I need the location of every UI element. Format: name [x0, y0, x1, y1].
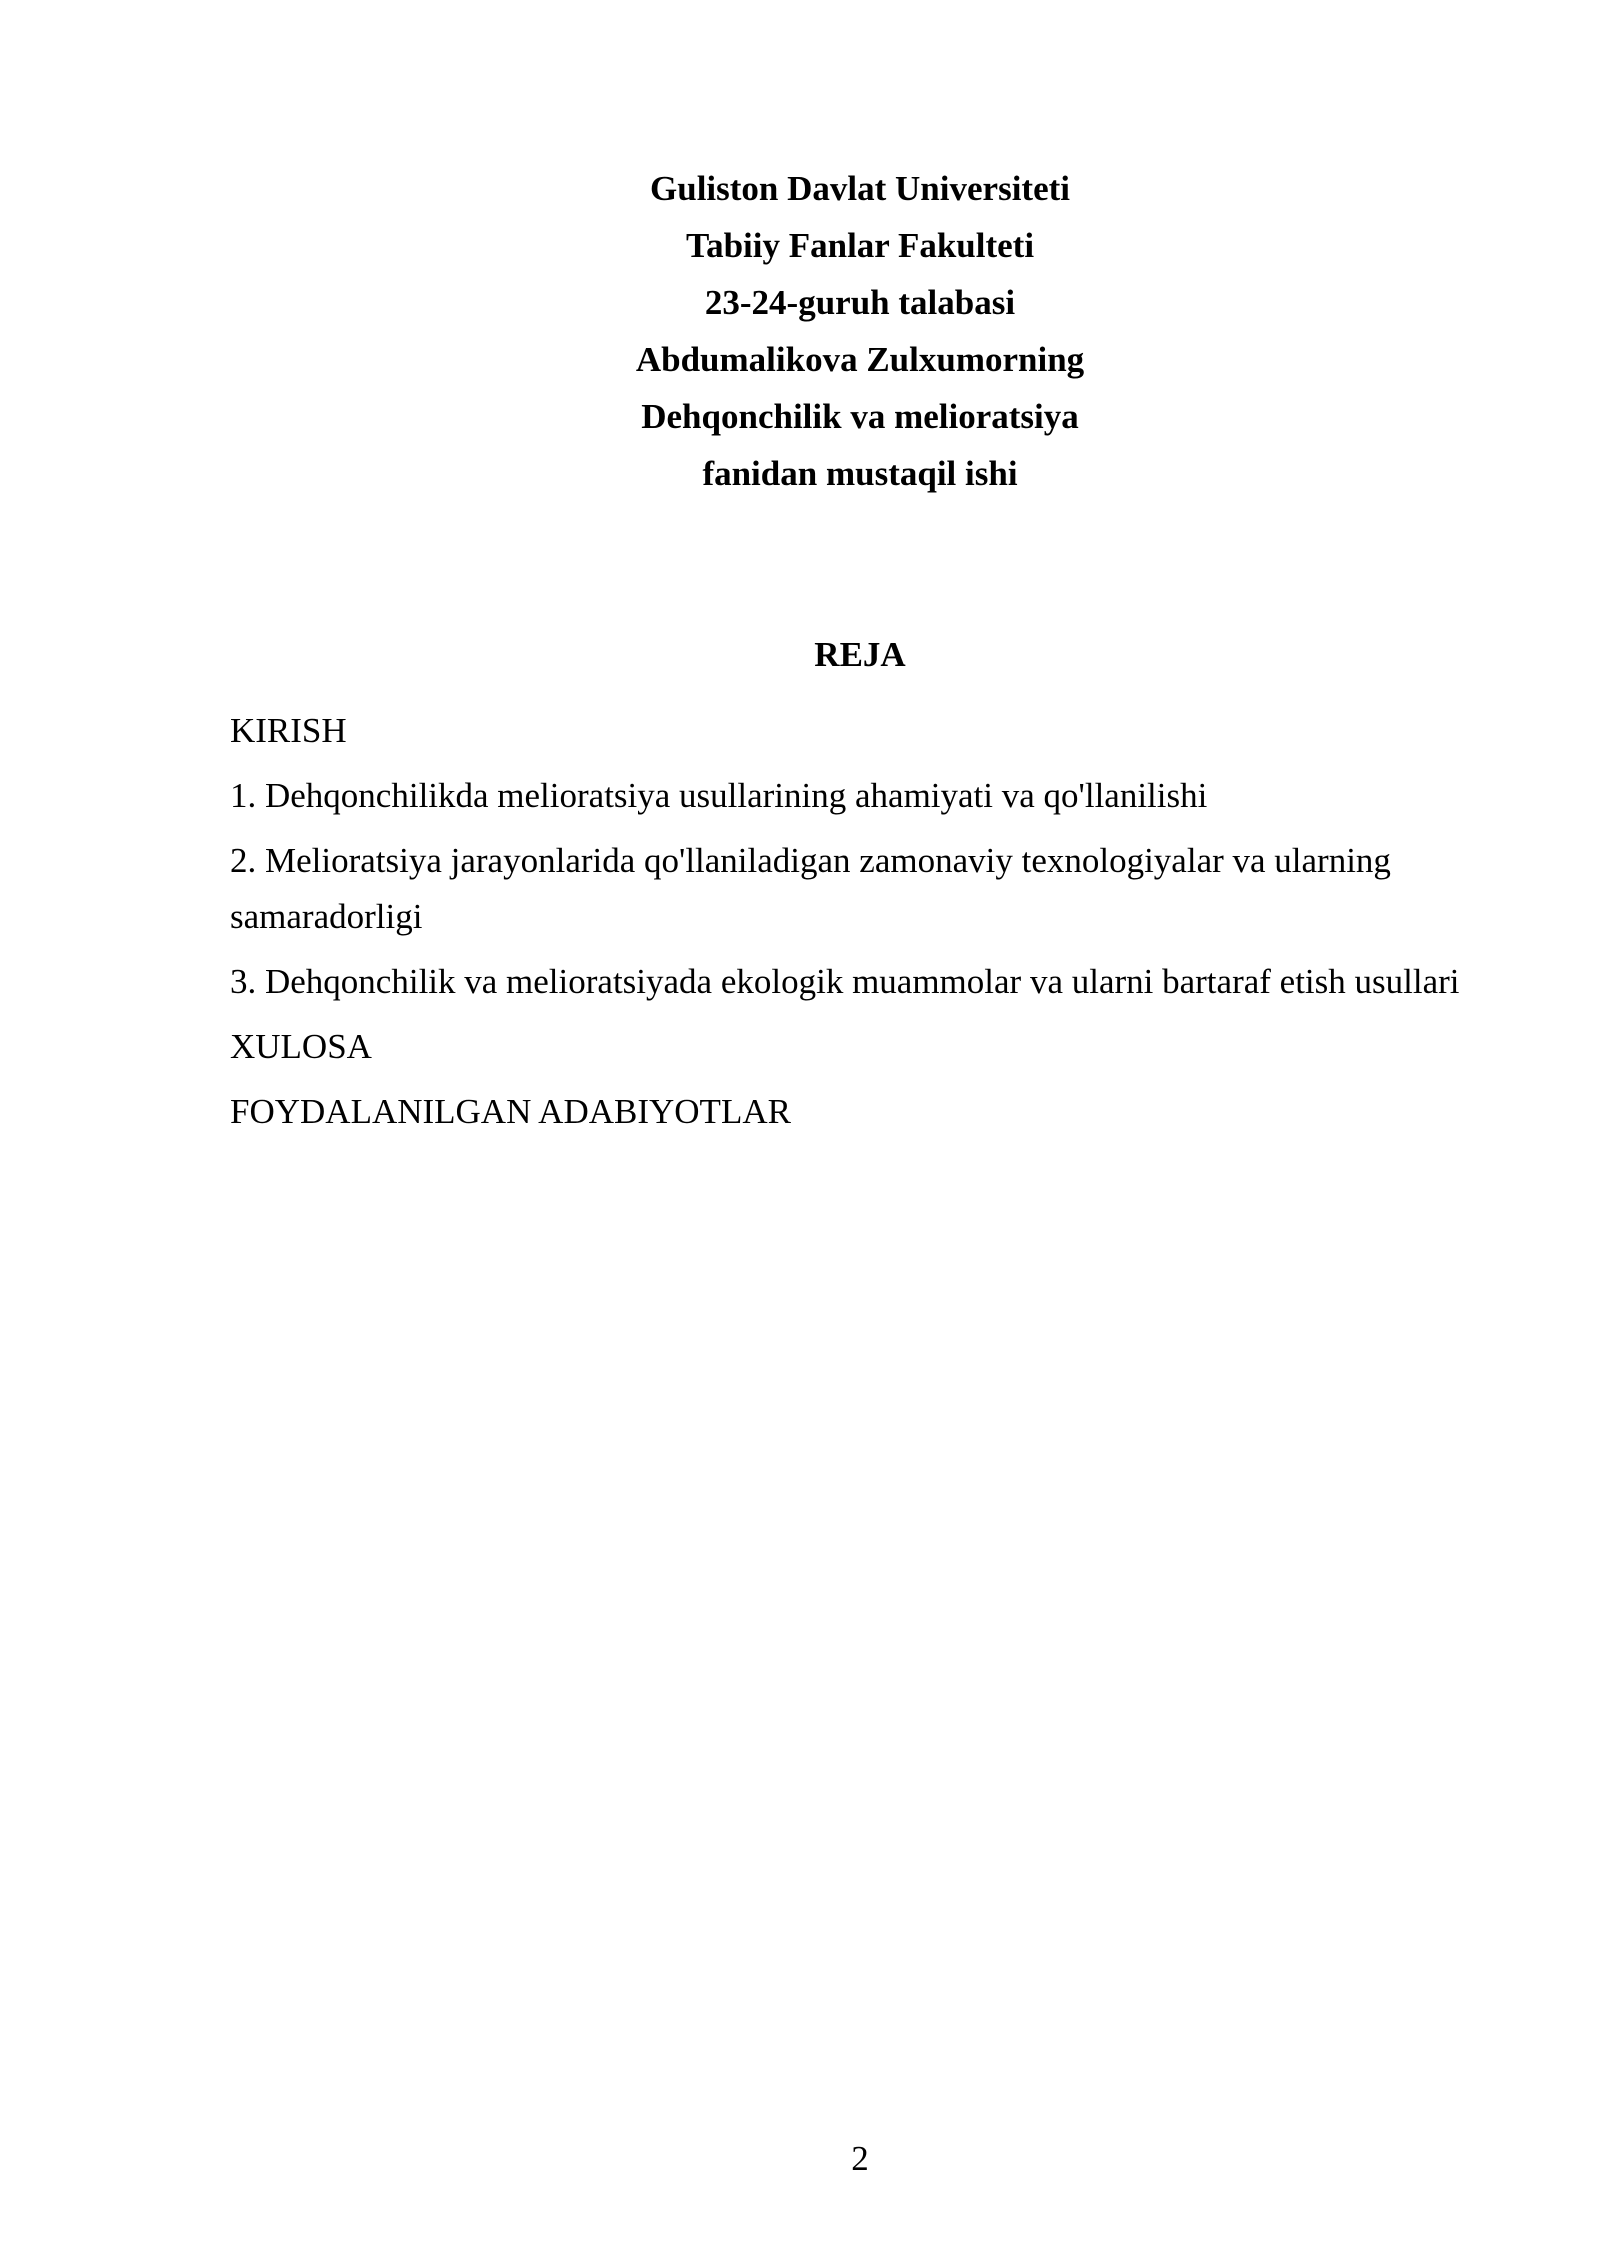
plan-list [230, 703, 1490, 1149]
subject-name: Dehqonchilik va melioratsiya [641, 397, 1079, 436]
university-name: Guliston Davlat Universiteti [650, 169, 1070, 208]
plan-item-introduction: KIRISH [230, 711, 347, 750]
student-name: Abdumalikova Zulxumorning [635, 340, 1085, 379]
plan-item-3: 3. Dehqonchilik va melioratsiyada ekologik muammolar va ularni bartaraf etish usullari [230, 962, 1460, 1001]
title-block [0, 160, 1600, 502]
plan-item-1: 1. Dehqonchilikda melioratsiya usullarining ahamiyati va qo'llanilishi [230, 776, 1208, 815]
student-group: 23-24-guruh talabasi [704, 283, 1016, 322]
plan-item-conclusion: XULOSA [230, 1027, 372, 1066]
plan-heading: REJA [814, 635, 906, 674]
work-type: fanidan mustaqil ishi [702, 454, 1018, 493]
faculty-name: Tabiiy Fanlar Fakulteti [685, 226, 1035, 265]
page-number: 2 [851, 2139, 869, 2178]
plan-item-2: 2. Melioratsiya jarayonlarida qo'llaniladigan zamonaviy texnologiyalar va ularning samaradorligi [230, 841, 1391, 936]
plan-item-references: FOYDALANILGAN ADABIYOTLAR [230, 1092, 791, 1131]
